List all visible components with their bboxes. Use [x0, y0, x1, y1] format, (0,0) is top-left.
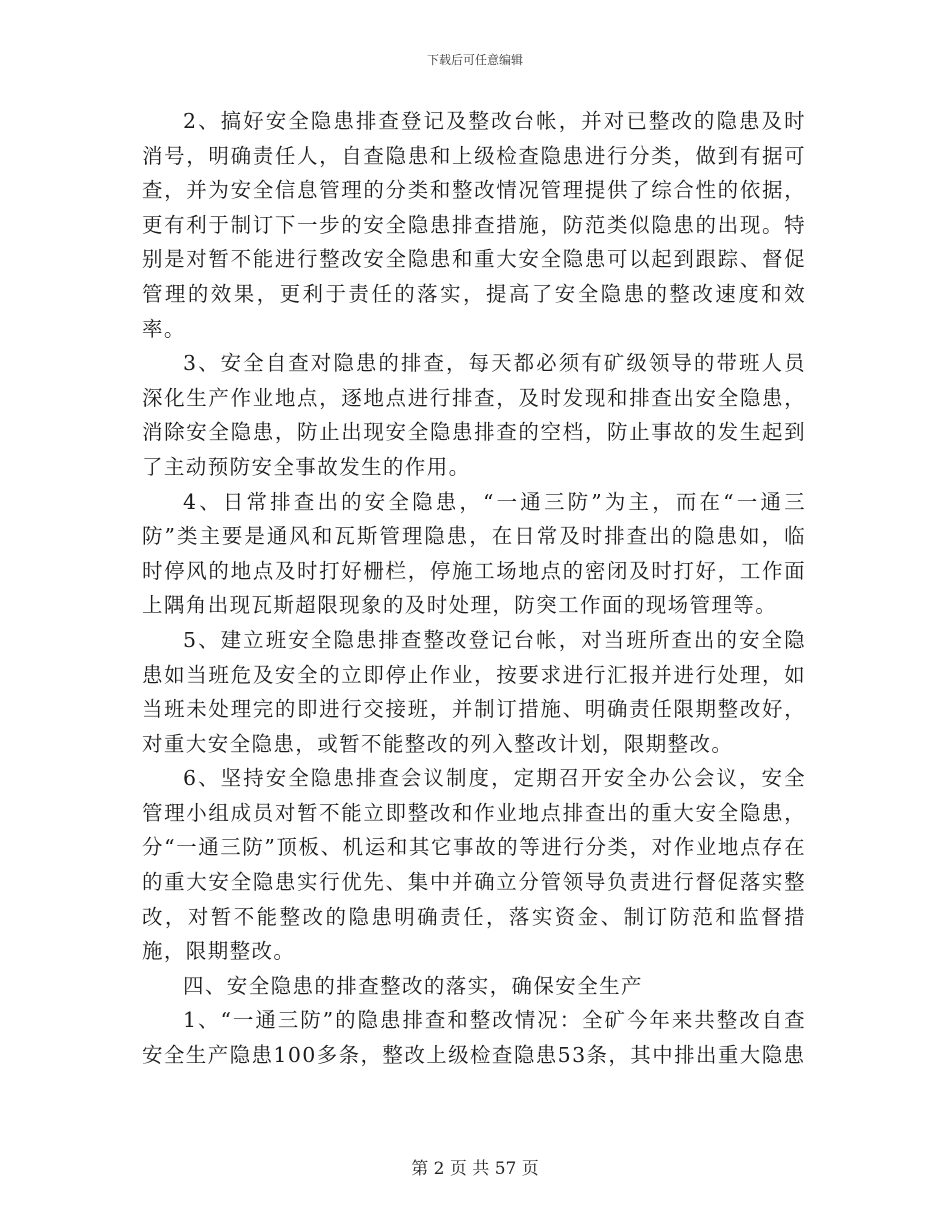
paragraph-item-6: 6、坚持安全隐患排查会议制度，定期召开安全办公会议，安全管理小组成员对暂不能立即整改和作业地点排查出的重大安全隐患，分“一通三防”顶板、机运和其它事故的等进行分类，对作业地点存在的重大安全隐患实行优先、集中并确立分管领导负责进行督促落实整改，对暂不能整改的隐患明确责任，落实资金、制订防范和监督措施，限期整改。	[142, 766, 806, 964]
page-header: 下载后可任意编辑	[426, 53, 523, 67]
document-body	[142, 104, 806, 1073]
paragraph-item-4: 4、日常排查出的安全隐患，“一通三防”为主，而在“一通三防”类主要是通风和瓦斯管理隐患，在日常及时排查出的隐患如，临时停风的地点及时打好栅栏，停施工场地点的密闭及时打好，工作面上隅角出现瓦斯超限现象的及时处理，防突工作面的现场管理等。	[142, 489, 806, 618]
paragraph-item-2: 2、搞好安全隐患排查登记及整改台帐，并对已整改的隐患及时消号，明确责任人，自查隐患和上级检查隐患进行分类，做到有据可查，并为安全信息管理的分类和整改情况管理提供了综合性的依据，更有利于制订下一步的安全隐患排查措施，防范类似隐患的出现。特别是对暂不能进行整改安全隐患和重大安全隐患可以起到跟踪、督促管理的效果，更利于责任的落实，提高了安全隐患的整改速度和效率。	[142, 109, 806, 341]
paragraph-item-5: 5、建立班安全隐患排查整改登记台帐，对当班所查出的安全隐患如当班危及安全的立即停止作业，按要求进行汇报并进行处理，如当班未处理完的即进行交接班，并制订措施、明确责任限期整改好，对重大安全隐患，或暂不能整改的列入整改计划，限期整改。	[142, 627, 806, 756]
section-heading: 四、安全隐患的排查整改的落实，确保安全生产	[183, 973, 643, 998]
paragraph-section-4-item-1: 1、“一通三防”的隐患排查和整改情况：全矿今年来共整改自查安全生产隐患100多条，整改上级检查隐患53条，其中排出重大隐患	[142, 1008, 806, 1068]
page-footer: 第 2 页 共 57 页	[411, 1159, 539, 1179]
paragraph-item-3: 3、安全自查对隐患的排查，每天都必须有矿级领导的带班人员深化生产作业地点，逐地点进行排查，及时发现和排查出安全隐患，消除安全隐患，防止出现安全隐患排查的空档，防止事故的发生起到了主动预防安全事故发生的作用。	[142, 351, 806, 479]
